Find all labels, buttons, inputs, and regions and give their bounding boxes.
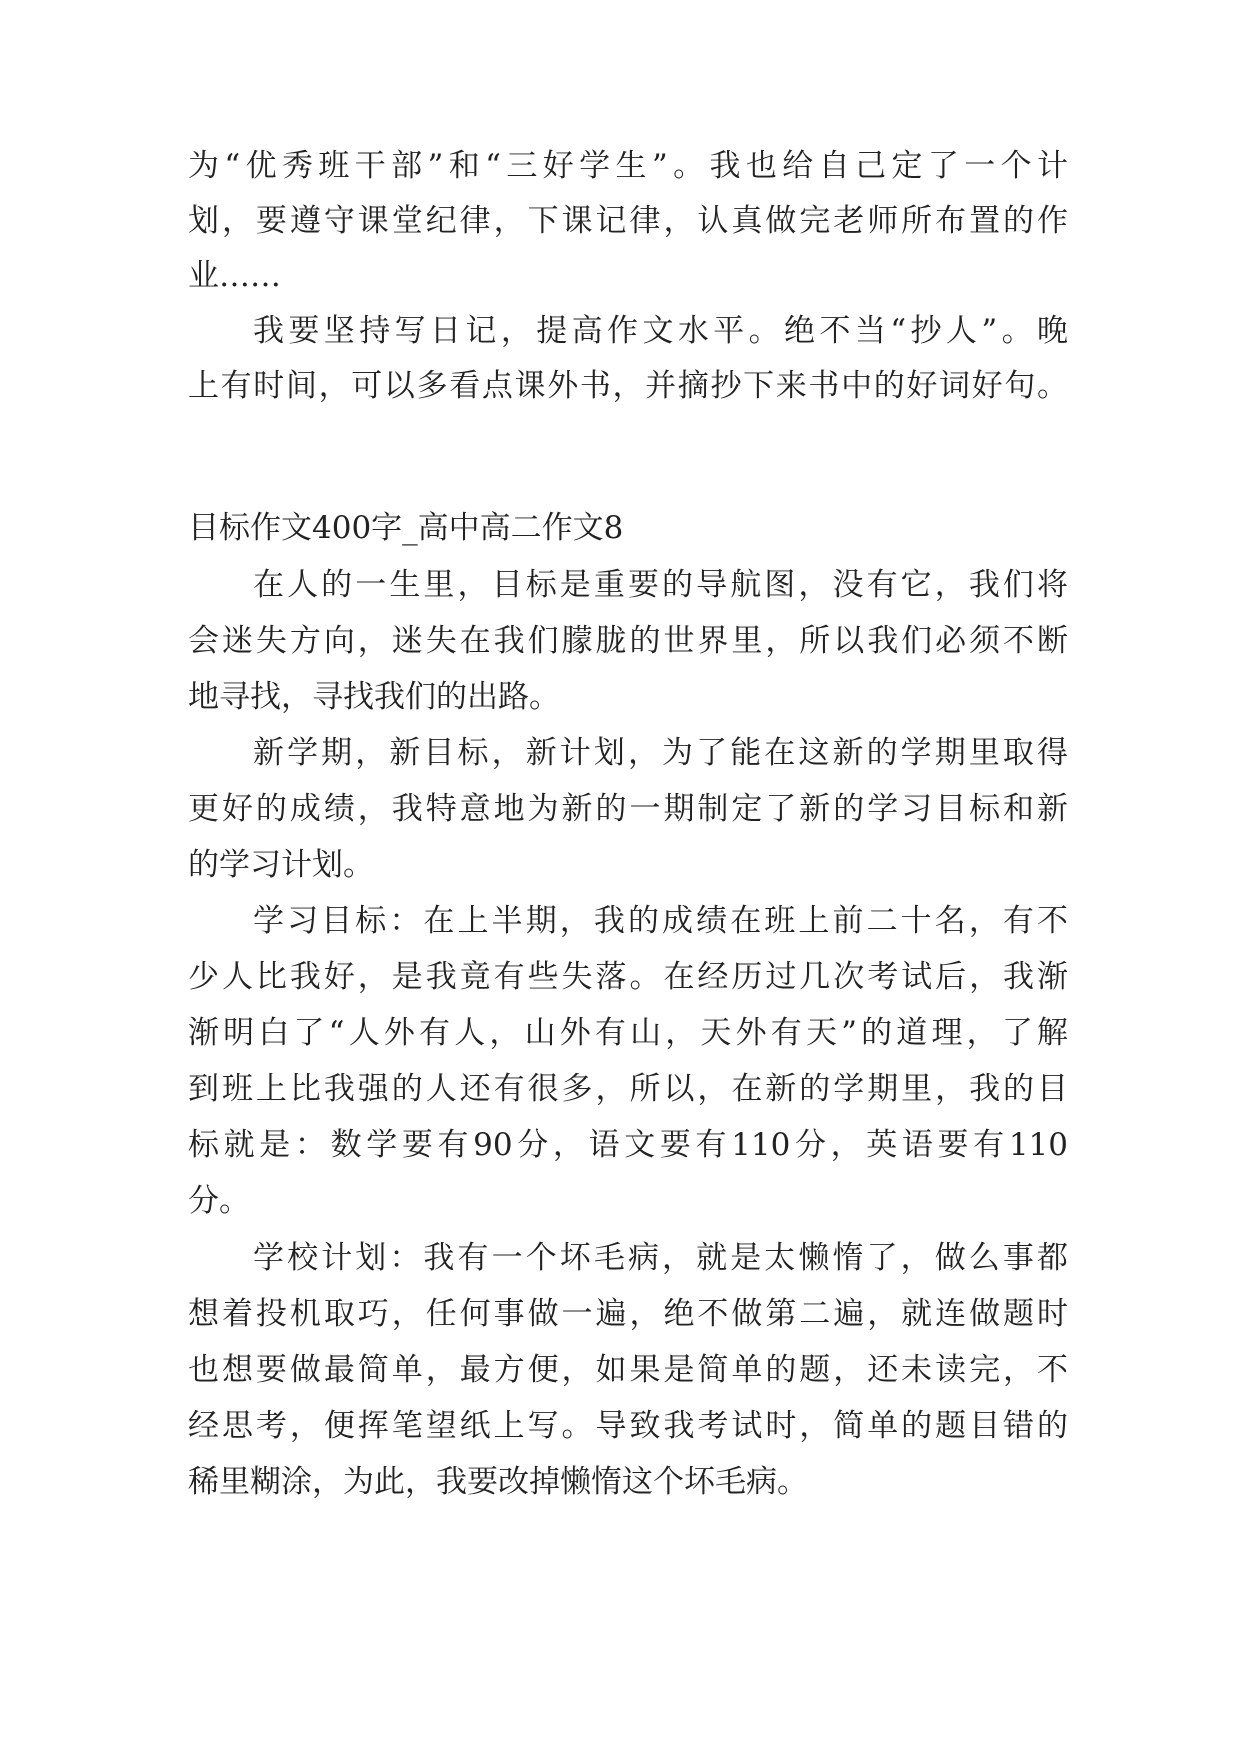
- paragraph-line: 更好的成绩，我特意地为新的一期制定了新的学习目标和新: [188, 791, 1068, 827]
- paragraph-line: 稀里糊涂，为此，我要改掉懒惰这个坏毛病。: [188, 1464, 808, 1500]
- paragraph-line: 业……: [188, 258, 281, 294]
- paragraph-line: 地寻找，寻找我们的出路。: [188, 679, 560, 715]
- paragraph-line: 分。: [188, 1183, 250, 1219]
- paragraph-line: 学习目标：在上半期，我的成绩在班上前二十名，有不: [253, 903, 1068, 939]
- paragraph-line: 学校计划：我有一个坏毛病，就是太懒惰了，做么事都: [253, 1240, 1068, 1276]
- paragraph-line: 为“优秀班干部”和“三好学生”。我也给自己定了一个计: [188, 148, 1068, 184]
- paragraph-line: 到班上比我强的人还有很多，所以，在新的学期里，我的目: [188, 1071, 1068, 1107]
- paragraph-line: 经思考，便挥笔望纸上写。导致我考试时，简单的题目错的: [188, 1408, 1068, 1444]
- paragraph-line: 我要坚持写日记，提高作文水平。绝不当“抄人”。晚: [253, 313, 1068, 349]
- paragraph-line: 标就是：数学要有90分，语文要有110分，英语要有110: [188, 1127, 1068, 1163]
- paragraph-line: 新学期，新目标，新计划，为了能在这新的学期里取得: [253, 735, 1068, 771]
- paragraph-line: 也想要做最简单，最方便，如果是简单的题，还未读完，不: [188, 1352, 1068, 1388]
- paragraph-line: 会迷失方向，迷失在我们朦胧的世界里，所以我们必须不断: [188, 623, 1068, 659]
- paragraph-line: 渐明白了“人外有人，山外有山，天外有天”的道理，了解: [188, 1015, 1068, 1051]
- paragraph-line: 的学习计划。: [188, 847, 374, 883]
- section-heading: 目标作文400字_高中高二作文8: [188, 510, 624, 546]
- paragraph-line: 少人比我好，是我竟有些失落。在经历过几次考试后，我渐: [188, 959, 1068, 995]
- paragraph-line: 在人的一生里，目标是重要的导航图，没有它，我们将: [253, 567, 1068, 603]
- paragraph-line: 上有时间，可以多看点课外书，并摘抄下来书中的好词好句。: [188, 368, 1068, 404]
- paragraph-line: 想着投机取巧，任何事做一遍，绝不做第二遍，就连做题时: [188, 1296, 1068, 1332]
- paragraph-line: 划，要遵守课堂纪律，下课记律，认真做完老师所布置的作: [188, 203, 1068, 239]
